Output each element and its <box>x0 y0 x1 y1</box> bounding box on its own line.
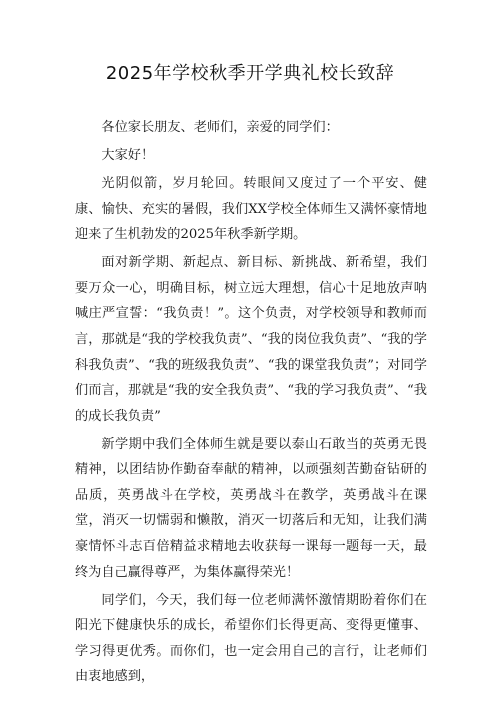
body-paragraph: 光阴似箭，岁月轮回。转眼间又度过了一个平安、健康、愉快、充实的暑假，我们XX学校全体师生又满怀豪情地迎来了生机勃发的2025年秋季新学期。 <box>75 175 427 243</box>
body-paragraph: 新学期中我们全体师生就是要以泰山石敢当的英勇无畏精神，以团结协作勤奋奉献的精神，以顽强刻苦勤奋钻研的品质，英勇战斗在学校，英勇战斗在教学，英勇战斗在课堂，消灭一切懦弱和懒散，消灭一切落后和无知，让我们满豪情怀斗志百倍精益求精地去收获每一课每一题每一天，最终为自己赢得尊严，为集体赢得荣光！ <box>75 436 427 580</box>
body-paragraph: 同学们，今天，我们每一位老师满怀激情期盼着你们在阳光下健康快乐的成长，希望你们长得更高、变得更懂事、学习得更优秀。而你们，也一定会用自己的言行，让老师们由衷地感到， <box>75 592 427 685</box>
greeting-paragraph: 大家好！ <box>101 147 155 163</box>
document-title: 2025年学校秋季开学典礼校长致辞 <box>105 63 395 84</box>
document-body <box>75 110 427 692</box>
body-paragraph: 面对新学期、新起点、新目标、新挑战、新希望，我们要万众一心，明确目标，树立远大理想，信心十足地放声呐喊庄严宣誓：“我负责！”。这个负责，对学校领导和教师而言，那就是“我的学校我负责”、“我的岗位我负责”、“我的学科我负责”、“我的班级我负责”、“我的课堂我负责”；对同学们而言，那就是“我的安全我负责”、“我的学习我负责”、“我的成长我负责” <box>75 255 427 424</box>
salutation-paragraph: 各位家长朋友、老师们，亲爱的同学们： <box>101 120 339 135</box>
